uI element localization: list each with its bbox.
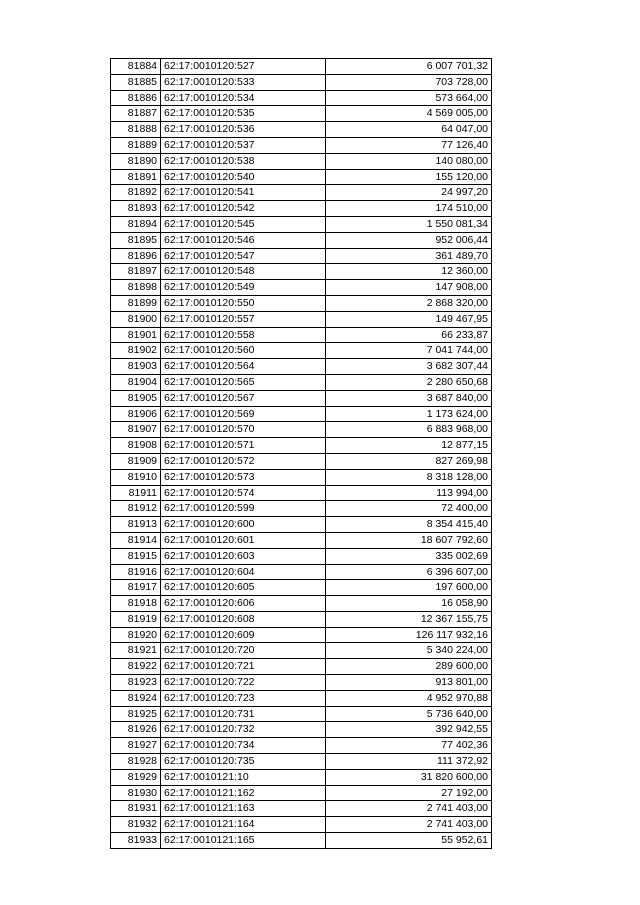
- cadastral-number-cell: 62:17:0010120:599: [161, 501, 326, 517]
- table-row: [111, 627, 492, 643]
- table-row: [111, 532, 492, 548]
- row-number-cell: 81919: [111, 611, 161, 627]
- table-row: [111, 59, 492, 75]
- cadastral-number-cell: 62:17:0010120:723: [161, 690, 326, 706]
- table-row: [111, 690, 492, 706]
- table-row: [111, 754, 492, 770]
- cadastral-number-cell: 62:17:0010120:600: [161, 517, 326, 533]
- cadastral-number-cell: 62:17:0010120:533: [161, 74, 326, 90]
- table-row: [111, 185, 492, 201]
- table-row: [111, 485, 492, 501]
- cadastral-value-cell: 113 994,00: [326, 485, 492, 501]
- cadastral-number-cell: 62:17:0010120:731: [161, 706, 326, 722]
- table-row: [111, 659, 492, 675]
- cadastral-value-cell: 147 908,00: [326, 280, 492, 296]
- cadastral-value-cell: 5 736 640,00: [326, 706, 492, 722]
- table-row: [111, 311, 492, 327]
- row-number-cell: 81927: [111, 738, 161, 754]
- row-number-cell: 81933: [111, 833, 161, 849]
- row-number-cell: 81892: [111, 185, 161, 201]
- cadastral-number-cell: 62:17:0010120:546: [161, 232, 326, 248]
- cadastral-value-cell: 66 233,87: [326, 327, 492, 343]
- cadastral-value-cell: 174 510,00: [326, 201, 492, 217]
- row-number-cell: 81899: [111, 295, 161, 311]
- cadastral-value-cell: 1 173 624,00: [326, 406, 492, 422]
- cadastral-number-cell: 62:17:0010120:564: [161, 359, 326, 375]
- cadastral-value-cell: 7 041 744,00: [326, 343, 492, 359]
- table-row: [111, 74, 492, 90]
- row-number-cell: 81926: [111, 722, 161, 738]
- table-row: [111, 580, 492, 596]
- cadastral-value-cell: 1 550 081,34: [326, 216, 492, 232]
- cadastral-value-cell: 3 687 840,00: [326, 390, 492, 406]
- cadastral-value-cell: 913 801,00: [326, 675, 492, 691]
- cadastral-value-cell: 335 002,69: [326, 548, 492, 564]
- row-number-cell: 81911: [111, 485, 161, 501]
- table-row: [111, 122, 492, 138]
- cadastral-number-cell: 62:17:0010120:540: [161, 169, 326, 185]
- row-number-cell: 81913: [111, 517, 161, 533]
- table-row: [111, 406, 492, 422]
- table-row: [111, 706, 492, 722]
- cadastral-value-cell: 16 058,90: [326, 596, 492, 612]
- row-number-cell: 81890: [111, 153, 161, 169]
- cadastral-number-cell: 62:17:0010120:548: [161, 264, 326, 280]
- row-number-cell: 81910: [111, 469, 161, 485]
- table-row: [111, 169, 492, 185]
- cadastral-number-cell: 62:17:0010120:721: [161, 659, 326, 675]
- table-row: [111, 216, 492, 232]
- cadastral-number-cell: 62:17:0010120:735: [161, 754, 326, 770]
- cadastral-number-cell: 62:17:0010120:574: [161, 485, 326, 501]
- row-number-cell: 81901: [111, 327, 161, 343]
- row-number-cell: 81894: [111, 216, 161, 232]
- row-number-cell: 81900: [111, 311, 161, 327]
- cadastral-value-cell: 392 942,55: [326, 722, 492, 738]
- cadastral-number-cell: 62:17:0010120:550: [161, 295, 326, 311]
- row-number-cell: 81889: [111, 137, 161, 153]
- cadastral-value-cell: 126 117 932,16: [326, 627, 492, 643]
- cadastral-number-cell: 62:17:0010120:601: [161, 532, 326, 548]
- document-page: [110, 58, 492, 849]
- table-row: [111, 153, 492, 169]
- table-row: [111, 517, 492, 533]
- cadastral-number-cell: 62:17:0010121:10: [161, 769, 326, 785]
- row-number-cell: 81904: [111, 374, 161, 390]
- cadastral-value-cell: 197 600,00: [326, 580, 492, 596]
- cadastral-number-cell: 62:17:0010121:164: [161, 817, 326, 833]
- cadastral-value-cell: 8 318 128,00: [326, 469, 492, 485]
- table-row: [111, 327, 492, 343]
- table-row: [111, 469, 492, 485]
- table-row: [111, 232, 492, 248]
- row-number-cell: 81886: [111, 90, 161, 106]
- cadastral-number-cell: 62:17:0010120:565: [161, 374, 326, 390]
- row-number-cell: 81902: [111, 343, 161, 359]
- row-number-cell: 81924: [111, 690, 161, 706]
- cadastral-value-cell: 12 367 155,75: [326, 611, 492, 627]
- row-number-cell: 81887: [111, 106, 161, 122]
- cadastral-number-cell: 62:17:0010120:732: [161, 722, 326, 738]
- cadastral-value-cell: 2 868 320,00: [326, 295, 492, 311]
- row-number-cell: 81925: [111, 706, 161, 722]
- cadastral-number-cell: 62:17:0010120:537: [161, 137, 326, 153]
- cadastral-number-cell: 62:17:0010120:549: [161, 280, 326, 296]
- row-number-cell: 81914: [111, 532, 161, 548]
- table-row: [111, 422, 492, 438]
- row-number-cell: 81903: [111, 359, 161, 375]
- table-row: [111, 453, 492, 469]
- cadastral-number-cell: 62:17:0010120:567: [161, 390, 326, 406]
- cadastral-value-cell: 952 006,44: [326, 232, 492, 248]
- cadastral-value-cell: 2 741 403,00: [326, 801, 492, 817]
- cadastral-number-cell: 62:17:0010120:570: [161, 422, 326, 438]
- cadastral-number-cell: 62:17:0010120:608: [161, 611, 326, 627]
- cadastral-value-cell: 55 952,61: [326, 833, 492, 849]
- row-number-cell: 81885: [111, 74, 161, 90]
- table-body: [111, 59, 492, 849]
- table-row: [111, 564, 492, 580]
- cadastral-value-table: [110, 58, 492, 849]
- row-number-cell: 81897: [111, 264, 161, 280]
- cadastral-value-cell: 64 047,00: [326, 122, 492, 138]
- table-row: [111, 295, 492, 311]
- row-number-cell: 81895: [111, 232, 161, 248]
- row-number-cell: 81918: [111, 596, 161, 612]
- cadastral-value-cell: 155 120,00: [326, 169, 492, 185]
- cadastral-value-cell: 2 280 650,68: [326, 374, 492, 390]
- row-number-cell: 81906: [111, 406, 161, 422]
- table-row: [111, 106, 492, 122]
- cadastral-value-cell: 6 007 701,32: [326, 59, 492, 75]
- table-row: [111, 201, 492, 217]
- cadastral-number-cell: 62:17:0010120:603: [161, 548, 326, 564]
- row-number-cell: 81916: [111, 564, 161, 580]
- table-row: [111, 643, 492, 659]
- table-row: [111, 769, 492, 785]
- cadastral-value-cell: 31 820 600,00: [326, 769, 492, 785]
- cadastral-value-cell: 4 569 005,00: [326, 106, 492, 122]
- cadastral-number-cell: 62:17:0010120:545: [161, 216, 326, 232]
- cadastral-number-cell: 62:17:0010120:720: [161, 643, 326, 659]
- table-row: [111, 137, 492, 153]
- cadastral-value-cell: 6 396 607,00: [326, 564, 492, 580]
- row-number-cell: 81922: [111, 659, 161, 675]
- cadastral-value-cell: 827 269,98: [326, 453, 492, 469]
- cadastral-number-cell: 62:17:0010120:535: [161, 106, 326, 122]
- cadastral-value-cell: 111 372,92: [326, 754, 492, 770]
- row-number-cell: 81909: [111, 453, 161, 469]
- cadastral-number-cell: 62:17:0010120:572: [161, 453, 326, 469]
- row-number-cell: 81921: [111, 643, 161, 659]
- row-number-cell: 81908: [111, 438, 161, 454]
- cadastral-number-cell: 62:17:0010121:162: [161, 785, 326, 801]
- table-row: [111, 833, 492, 849]
- table-row: [111, 738, 492, 754]
- cadastral-number-cell: 62:17:0010120:538: [161, 153, 326, 169]
- row-number-cell: 81896: [111, 248, 161, 264]
- table-row: [111, 390, 492, 406]
- cadastral-value-cell: 24 997,20: [326, 185, 492, 201]
- cadastral-value-cell: 72 400,00: [326, 501, 492, 517]
- table-row: [111, 675, 492, 691]
- cadastral-number-cell: 62:17:0010120:734: [161, 738, 326, 754]
- cadastral-number-cell: 62:17:0010120:541: [161, 185, 326, 201]
- row-number-cell: 81917: [111, 580, 161, 596]
- cadastral-number-cell: 62:17:0010120:571: [161, 438, 326, 454]
- row-number-cell: 81920: [111, 627, 161, 643]
- cadastral-number-cell: 62:17:0010121:165: [161, 833, 326, 849]
- cadastral-value-cell: 5 340 224,00: [326, 643, 492, 659]
- cadastral-value-cell: 77 126,40: [326, 137, 492, 153]
- row-number-cell: 81930: [111, 785, 161, 801]
- row-number-cell: 81893: [111, 201, 161, 217]
- cadastral-number-cell: 62:17:0010120:722: [161, 675, 326, 691]
- cadastral-number-cell: 62:17:0010120:527: [161, 59, 326, 75]
- cadastral-value-cell: 18 607 792,60: [326, 532, 492, 548]
- cadastral-number-cell: 62:17:0010120:534: [161, 90, 326, 106]
- table-row: [111, 596, 492, 612]
- cadastral-number-cell: 62:17:0010120:604: [161, 564, 326, 580]
- row-number-cell: 81888: [111, 122, 161, 138]
- cadastral-number-cell: 62:17:0010120:557: [161, 311, 326, 327]
- table-row: [111, 248, 492, 264]
- cadastral-value-cell: 2 741 403,00: [326, 817, 492, 833]
- cadastral-number-cell: 62:17:0010120:605: [161, 580, 326, 596]
- table-row: [111, 343, 492, 359]
- cadastral-number-cell: 62:17:0010120:569: [161, 406, 326, 422]
- row-number-cell: 81923: [111, 675, 161, 691]
- cadastral-value-cell: 149 467,95: [326, 311, 492, 327]
- row-number-cell: 81907: [111, 422, 161, 438]
- table-row: [111, 722, 492, 738]
- table-row: [111, 548, 492, 564]
- row-number-cell: 81884: [111, 59, 161, 75]
- cadastral-value-cell: 77 402,36: [326, 738, 492, 754]
- cadastral-value-cell: 573 664,00: [326, 90, 492, 106]
- row-number-cell: 81905: [111, 390, 161, 406]
- cadastral-number-cell: 62:17:0010120:558: [161, 327, 326, 343]
- row-number-cell: 81932: [111, 817, 161, 833]
- cadastral-number-cell: 62:17:0010120:560: [161, 343, 326, 359]
- cadastral-value-cell: 12 877,15: [326, 438, 492, 454]
- table-row: [111, 359, 492, 375]
- cadastral-number-cell: 62:17:0010120:606: [161, 596, 326, 612]
- row-number-cell: 81898: [111, 280, 161, 296]
- cadastral-value-cell: 361 489,70: [326, 248, 492, 264]
- cadastral-value-cell: 8 354 415,40: [326, 517, 492, 533]
- cadastral-value-cell: 3 682 307,44: [326, 359, 492, 375]
- cadastral-value-cell: 12 360,00: [326, 264, 492, 280]
- row-number-cell: 81912: [111, 501, 161, 517]
- cadastral-number-cell: 62:17:0010120:536: [161, 122, 326, 138]
- cadastral-number-cell: 62:17:0010120:573: [161, 469, 326, 485]
- table-row: [111, 90, 492, 106]
- row-number-cell: 81891: [111, 169, 161, 185]
- cadastral-number-cell: 62:17:0010120:547: [161, 248, 326, 264]
- table-row: [111, 501, 492, 517]
- row-number-cell: 81929: [111, 769, 161, 785]
- cadastral-number-cell: 62:17:0010121:163: [161, 801, 326, 817]
- cadastral-number-cell: 62:17:0010120:609: [161, 627, 326, 643]
- table-row: [111, 785, 492, 801]
- row-number-cell: 81931: [111, 801, 161, 817]
- cadastral-value-cell: 140 080,00: [326, 153, 492, 169]
- row-number-cell: 81928: [111, 754, 161, 770]
- cadastral-value-cell: 289 600,00: [326, 659, 492, 675]
- row-number-cell: 81915: [111, 548, 161, 564]
- table-row: [111, 611, 492, 627]
- cadastral-number-cell: 62:17:0010120:542: [161, 201, 326, 217]
- cadastral-value-cell: 6 883 968,00: [326, 422, 492, 438]
- cadastral-value-cell: 27 192,00: [326, 785, 492, 801]
- table-row: [111, 374, 492, 390]
- cadastral-value-cell: 703 728,00: [326, 74, 492, 90]
- table-row: [111, 264, 492, 280]
- table-row: [111, 438, 492, 454]
- table-row: [111, 801, 492, 817]
- table-row: [111, 280, 492, 296]
- table-row: [111, 817, 492, 833]
- cadastral-value-cell: 4 952 970,88: [326, 690, 492, 706]
